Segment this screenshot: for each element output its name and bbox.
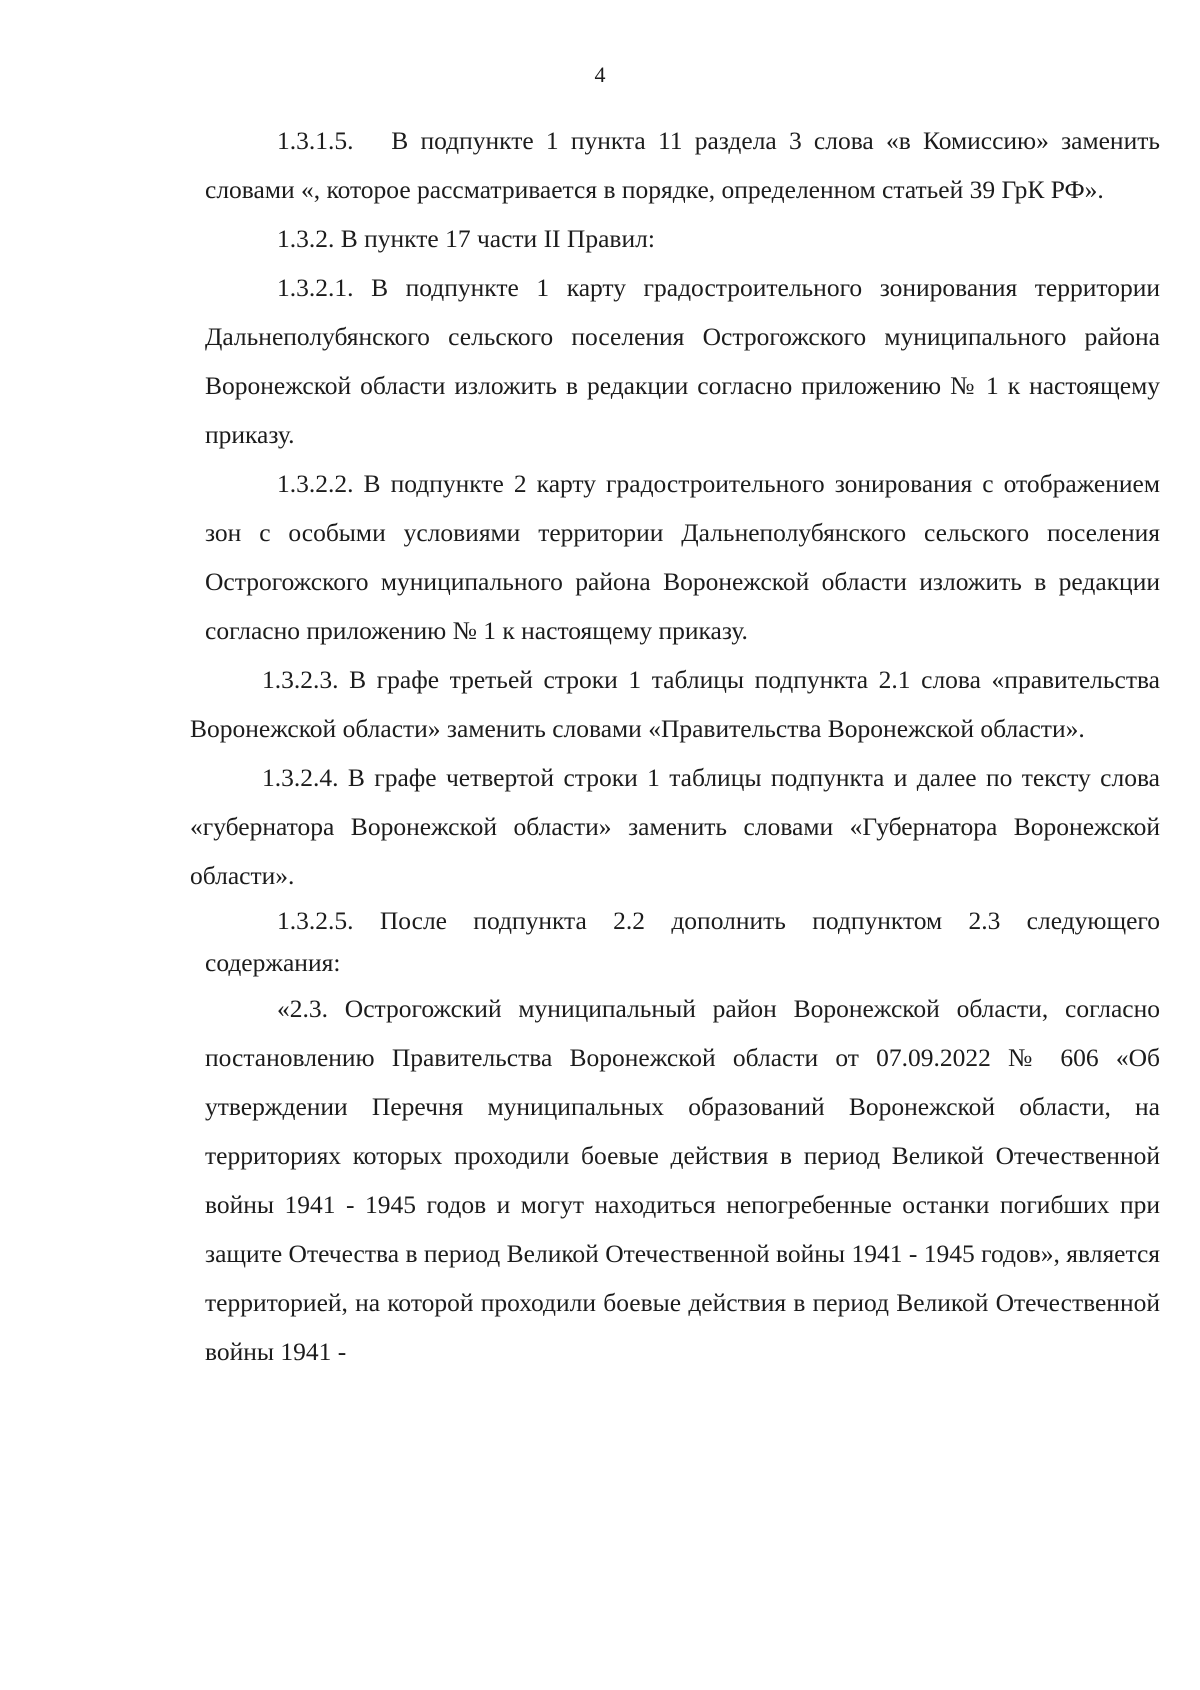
paragraph-1-3-2: 1.3.2. В пункте 17 части II Правил:	[277, 224, 655, 253]
paragraph-1-3-2-3: 1.3.2.3. В графе третьей строки 1 таблицы подпункта 2.1 слова «правительства Воронежской области» заменить словами «Правительства Воронежской области».	[190, 665, 1160, 743]
paragraph-1-3-2-4: 1.3.2.4. В графе четвертой строки 1 таблицы подпункта и далее по тексту слова «губернатора Воронежской области» заменить словами «Губернатора Воронежской области».	[190, 763, 1160, 890]
paragraph-1-3-2-1: 1.3.2.1. В подпункте 1 карту градостроительного зонирования территории Дальнеполубянского сельского поселения Острогожского муниципального района Воронежской области изложить в редакции согласно приложению № 1 к настоящему приказу.	[205, 273, 1160, 449]
paragraph-1-3-2-5: 1.3.2.5. После подпункта 2.2 дополнить подпунктом 2.3 следующего содержания:	[205, 906, 1160, 977]
document-body	[190, 116, 1160, 1376]
paragraph-2-3-quote: «2.3. Острогожский муниципальный район Воронежской области, согласно постановлению Правительства Воронежской области от 07.09.2022 № 606 «Об утверждении Перечня муниципальных образований Воронежской области, на территориях которых проходили боевые действия в период Великой Отечественной войны 1941 - 1945 годов и могут находиться непогребенные останки погибших при защите Отечества в период Великой Отечественной войны 1941 - 1945 годов», является территорией, на которой проходили боевые действия в период Великой Отечественной войны 1941 -	[205, 994, 1160, 1366]
page-number: 4	[594, 62, 606, 87]
paragraph-1-3-2-2: 1.3.2.2. В подпункте 2 карту градостроительного зонирования с отображением зон с особыми условиями территории Дальнеполубянского сельского поселения Острогожского муниципального района Воронежской области изложить в редакции согласно приложению № 1 к настоящему приказу.	[205, 469, 1160, 645]
paragraph-1-3-1-5: 1.3.1.5. В подпункте 1 пункта 11 раздела 3 слова «в Комиссию» заменить словами «, которое рассматривается в порядке, определенном статьей 39 ГрК РФ».	[205, 126, 1160, 204]
